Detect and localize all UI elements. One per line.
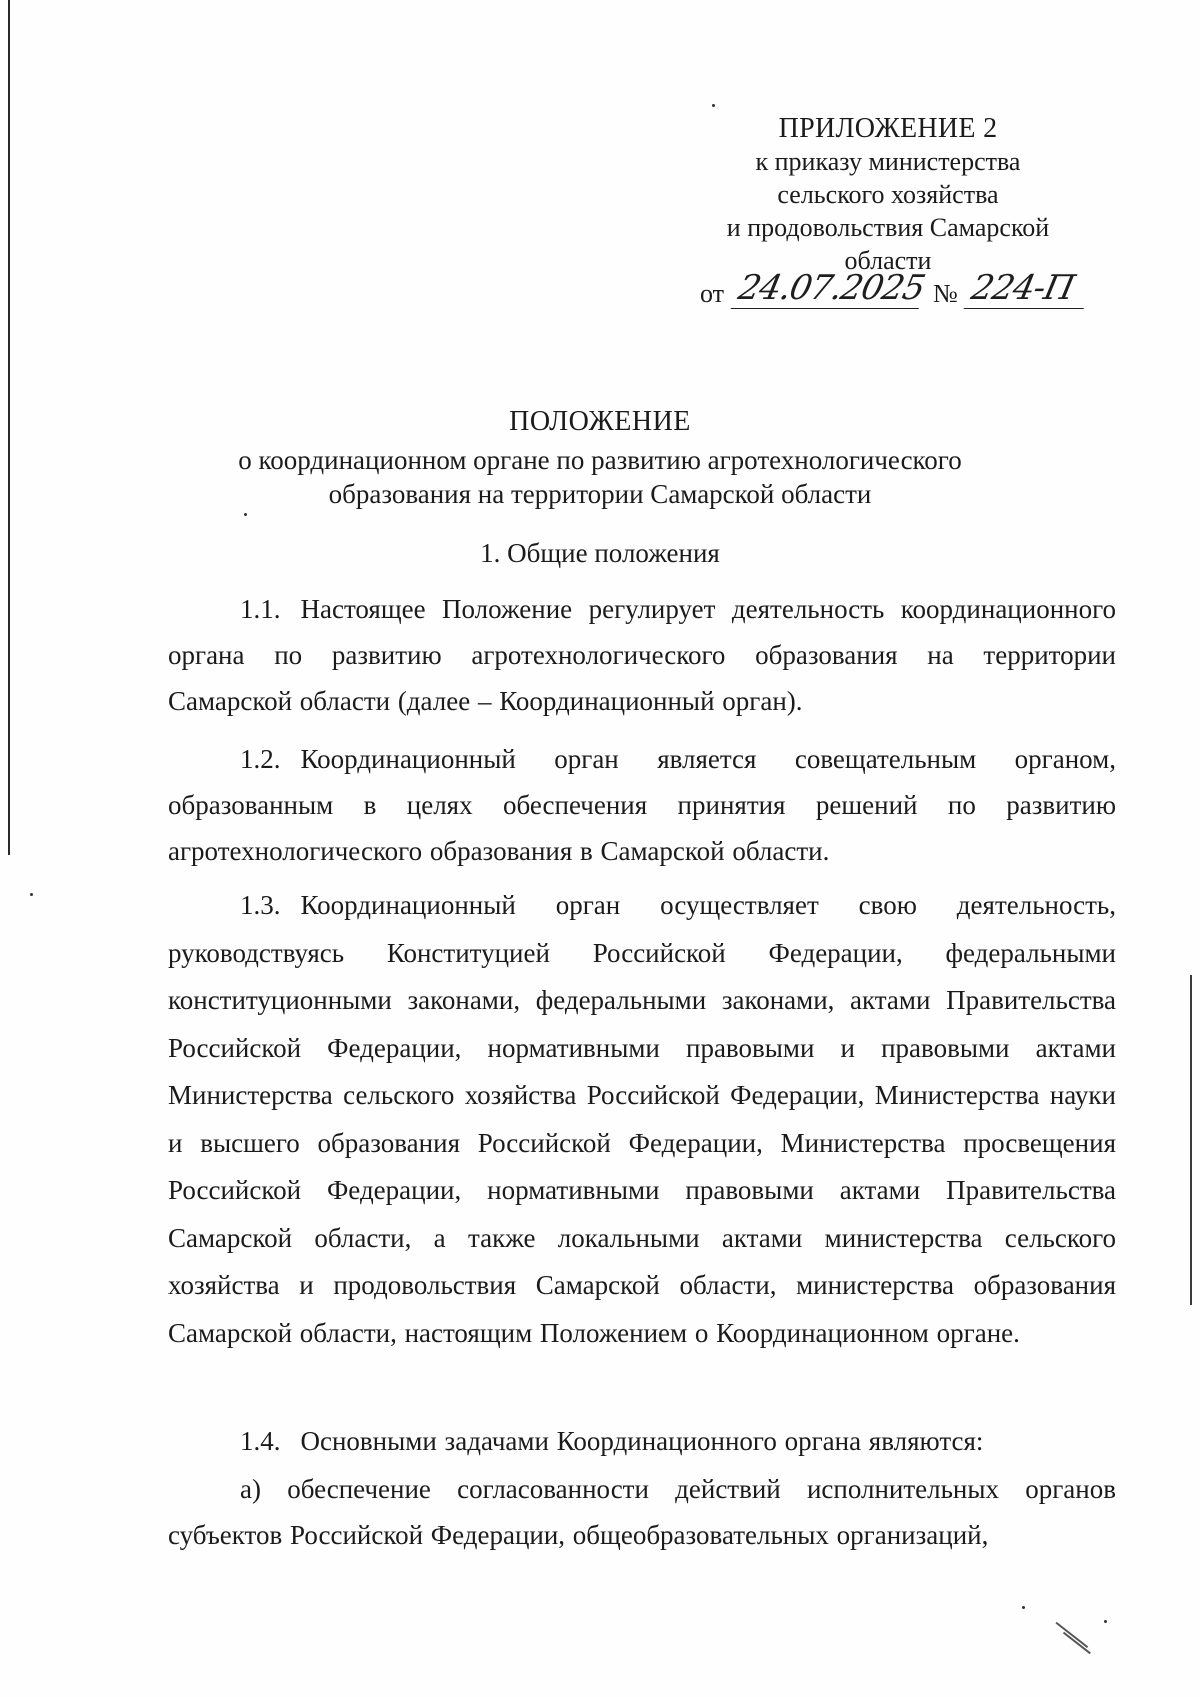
paragraph-number: 1.1. xyxy=(240,594,281,624)
scan-speck xyxy=(1022,1606,1025,1609)
paragraph-text: Координационный орган осуществляет свою деятельность, руководствуясь Конституцией Российской Федерации, федеральными конституционными законами, федеральными законами, актами Правительства Российской Федерации, нормативными правовыми и правовыми актами Министерства сельского хозяйства Российской Федерации, Министерства науки и высшего образования Российской Федерации, Министерства просвещения Российской Федерации, нормативными правовыми актами Правительства Самарской области, а также локальными актами министерства сельского хозяйства и продовольствия Самарской области, министерства образования Самарской области, настоящим Положением о Координационном органе. xyxy=(168,890,1116,1348)
paragraph-1-1 xyxy=(168,586,1116,724)
paragraph-1-2 xyxy=(168,736,1116,874)
scan-mark xyxy=(1056,1622,1089,1648)
attachment-line: и продовольствия Самарской xyxy=(726,213,1050,242)
document-subtitle: о координационном органе по развитию агротехнологического образования на территории Самарской области xyxy=(238,445,962,509)
paragraph-text: Координационный орган является совещательным органом, образованным в целях обеспечения принятия решений по развитию агротехнологического образования в Самарской области. xyxy=(168,744,1116,866)
paragraph-1-4 xyxy=(168,1418,1116,1465)
paragraph-text: Настоящее Положение регулирует деятельность координационного органа по развитию агротехнологического образования на территории Самарской области (далее – Координационный орган). xyxy=(168,594,1116,716)
scan-mark xyxy=(1063,1632,1091,1654)
section-heading: 1. Общие положения xyxy=(480,538,720,568)
paragraph-number: 1.4. xyxy=(240,1426,281,1456)
scan-speck xyxy=(712,104,715,107)
paragraph-1-3 xyxy=(168,882,1116,1357)
attachment-line: сельского хозяйства xyxy=(777,180,999,209)
attachment-title: ПРИЛОЖЕНИЕ 2 xyxy=(778,113,998,144)
paragraph-1-4-a xyxy=(168,1466,1116,1558)
order-number-label: № xyxy=(933,279,958,308)
attachment-line: области xyxy=(844,246,932,275)
attachment-line: к приказу министерства xyxy=(755,147,1021,176)
paragraph-text: а) обеспечение согласованности действий исполнительных органов субъектов Российской Федерации, общеобразовательных организаций, xyxy=(168,1474,1116,1550)
paragraph-number: 1.2. xyxy=(240,744,281,774)
paragraph-text: Основными задачами Координационного органа являются: xyxy=(300,1426,984,1456)
paragraph-number: 1.3. xyxy=(240,890,281,920)
attachment-block xyxy=(688,112,1088,277)
scan-speck xyxy=(244,513,247,516)
scan-speck xyxy=(1104,1620,1107,1623)
order-reference xyxy=(700,268,1088,318)
document-title: ПОЛОЖЕНИЕ xyxy=(509,406,691,437)
handwritten-order-date: 24.07.2025 xyxy=(730,268,927,309)
handwritten-order-number: 224-П xyxy=(964,268,1093,309)
scan-speck xyxy=(30,893,33,896)
order-from-label: от xyxy=(700,279,725,308)
scan-right-edge xyxy=(1190,975,1192,1305)
